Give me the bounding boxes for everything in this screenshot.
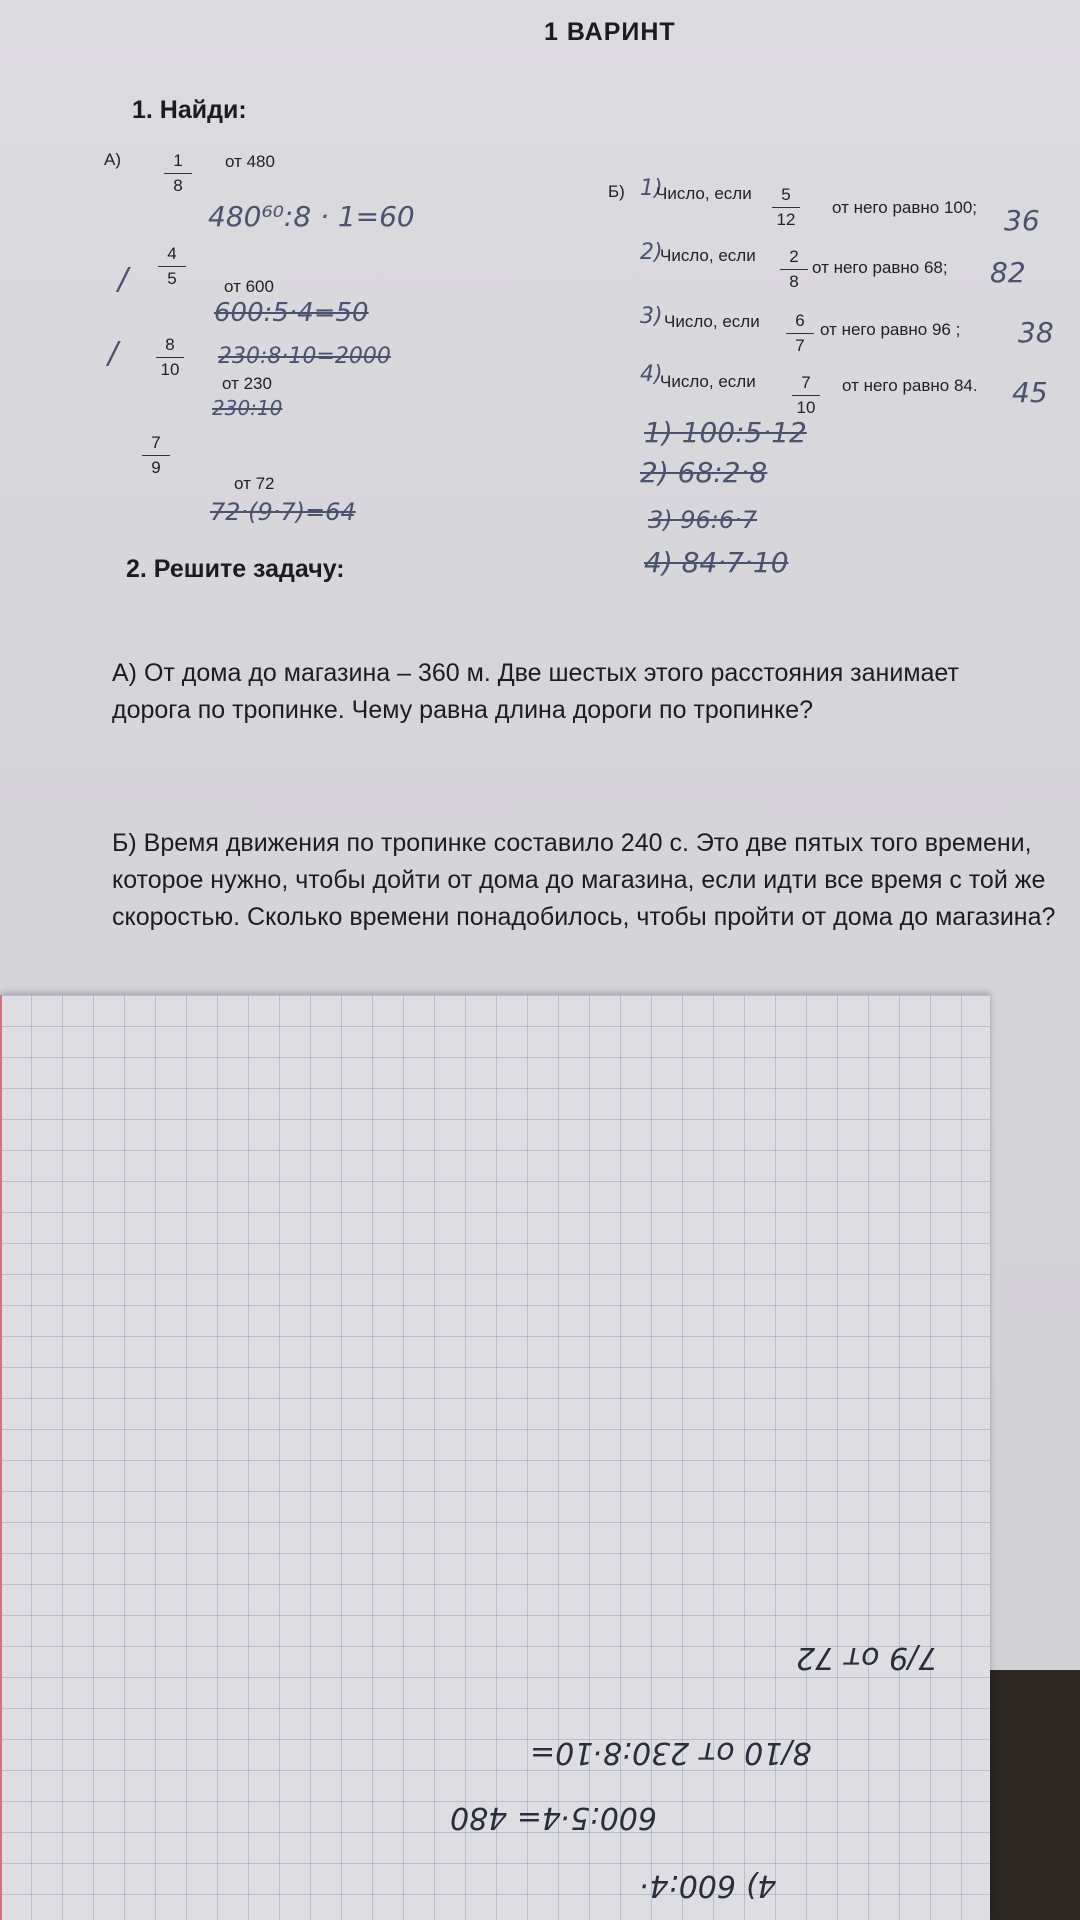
hw-bottom-3: 8/10 от 230:8·10= <box>530 1735 812 1770</box>
item-b3-suffix: от него равно 96 ; <box>820 320 961 339</box>
item-b4-suffix: от него равно 84. <box>842 376 978 395</box>
hw-bottom-1: 4) 600:4· <box>640 1868 777 1903</box>
hw-mark-2: / <box>108 336 119 371</box>
fraction-b3: 6 7 <box>780 310 820 357</box>
hw-b-num-1: 1) <box>640 176 663 201</box>
item-b4-prefix: Число, если <box>660 372 756 391</box>
hw-a1: 480⁶⁰:8 · 1=60 <box>208 200 415 233</box>
task2-part-a: А) От дома до магазина – 360 м. Две шестых этого расстояния занимает дорога по тропинке. Чему равна длина дороги по тропинке? <box>112 659 959 724</box>
hw-b-num-3: 3) <box>640 304 663 329</box>
hw-b-num-2: 2) <box>640 240 663 265</box>
hw-a3b: 230:10 <box>212 396 283 420</box>
hw-a4: 72·(9·7)=64 <box>210 498 356 526</box>
item-b1-suffix: от него равно 100; <box>832 198 978 217</box>
fraction-a4: 7 9 <box>136 432 176 479</box>
item-b2-suffix: от него равно 68; <box>812 258 948 277</box>
item-a3-text: от 230 <box>222 374 272 393</box>
item-a1-text: от 480 <box>225 152 275 171</box>
hw-b-answer-4: 45 <box>1012 376 1048 409</box>
item-b3-prefix: Число, если <box>664 312 760 331</box>
part-a-label: А) <box>104 150 121 169</box>
task2-heading: 2. Решите задачу: <box>126 555 345 583</box>
page-title: 1 ВАРИНТ <box>544 18 676 46</box>
hw-b-answer-1: 36 <box>1004 204 1040 237</box>
hw-b-answer-2: 82 <box>990 256 1026 289</box>
fraction-b4: 7 10 <box>786 372 826 419</box>
part-b-label: Б) <box>608 182 625 201</box>
hw-b-work-3: 3) 96:6·7 <box>648 506 758 534</box>
item-b1-prefix: Число, если <box>656 184 752 203</box>
fraction-b1: 5 12 <box>766 184 806 231</box>
task2-part-b: Б) Время движения по тропинке составило 240 с. Это две пятых того времени, которое нужно, чтобы дойти от дома до магазина, если идти все время с той же скоростью. Сколько времени понадобилось, чтобы пройти от дома до магазина? <box>112 829 1056 931</box>
item-a2-text: от 600 <box>224 277 274 296</box>
hw-b-work-2: 2) 68:2·8 <box>640 456 768 489</box>
fraction-b2: 2 8 <box>774 246 814 293</box>
hw-bottom-2: 600:5·4= 480 <box>450 1800 658 1835</box>
item-b2-prefix: Число, если <box>660 246 756 265</box>
notebook-grid-page <box>0 995 990 1920</box>
hw-mark-1: / <box>118 262 129 297</box>
fraction-a2: 4 5 <box>152 243 192 290</box>
hw-b-answer-3: 38 <box>1018 316 1054 349</box>
fraction-a3: 8 10 <box>150 334 190 381</box>
task1-heading: 1. Найди: <box>132 96 247 124</box>
hw-b-work-4: 4) 84·7·10 <box>644 546 789 579</box>
hw-bottom-4: 7/9 от 72 <box>796 1640 938 1675</box>
hw-b-num-4: 4) <box>640 362 663 387</box>
item-a4-text: от 72 <box>234 474 275 493</box>
hw-a3: 230:8·10=2000 <box>218 344 391 369</box>
hw-a2: 600:5·4=50 <box>214 298 369 328</box>
fraction-a1: 1 8 <box>158 150 198 197</box>
hw-b-work-1: 1) 100:5·12 <box>644 416 807 449</box>
notebook-margin-line <box>0 995 2 1920</box>
